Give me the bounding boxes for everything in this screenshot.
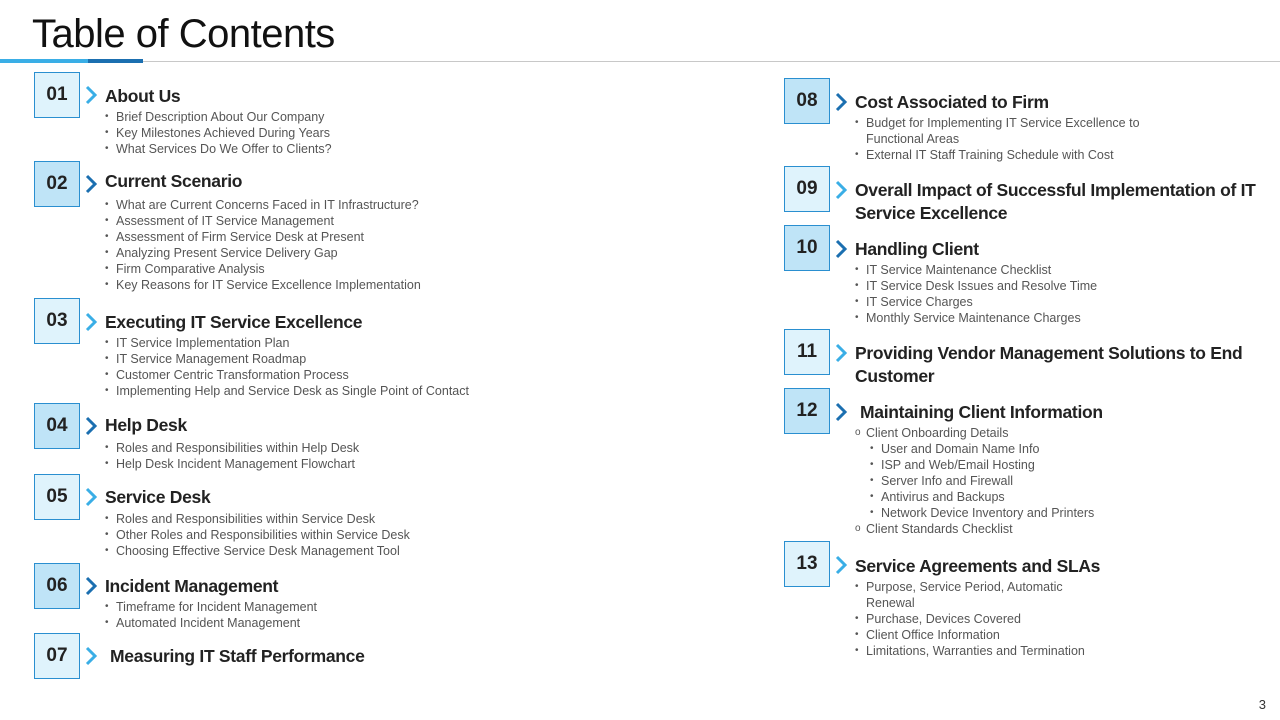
list-item: • Implementing Help and Service Desk as Single Point of Contact bbox=[105, 383, 469, 399]
section-number-03: 03 bbox=[34, 298, 80, 344]
list-item: • User and Domain Name Info bbox=[855, 441, 1094, 457]
list-item: • Analyzing Present Service Delivery Gap bbox=[105, 245, 421, 261]
section-heading-11-line2[interactable]: Customer bbox=[855, 366, 935, 386]
list-item: • Key Reasons for IT Service Excellence Implementation bbox=[105, 277, 421, 293]
section-heading-05[interactable]: Service Desk bbox=[105, 487, 211, 507]
list-item: • IT Service Charges bbox=[855, 294, 1097, 310]
list-item: • Assessment of IT Service Management bbox=[105, 213, 421, 229]
list-item: • ISP and Web/Email Hosting bbox=[855, 457, 1094, 473]
section-heading-03[interactable]: Executing IT Service Excellence bbox=[105, 312, 363, 332]
title-divider bbox=[0, 61, 1280, 62]
section-bullets-02 bbox=[105, 197, 421, 293]
section-heading-10[interactable]: Handling Client bbox=[855, 239, 979, 259]
list-item: Renewal bbox=[866, 596, 915, 610]
chevron-right-icon bbox=[834, 92, 848, 112]
section-bullets-13 bbox=[855, 579, 1085, 659]
list-item: • Customer Centric Transformation Process bbox=[105, 367, 469, 383]
list-item: • Other Roles and Responsibilities within Service Desk bbox=[105, 527, 410, 543]
list-item: • Budget for Implementing IT Service Excellence to bbox=[855, 115, 1140, 131]
section-heading-11[interactable]: Providing Vendor Management Solutions to End bbox=[855, 343, 1243, 363]
section-bullets-01 bbox=[105, 109, 332, 157]
list-item: Functional Areas bbox=[866, 132, 960, 146]
section-number-10: 10 bbox=[784, 225, 830, 271]
list-item: • Firm Comparative Analysis bbox=[105, 261, 421, 277]
chevron-right-icon bbox=[834, 402, 848, 422]
section-number-07: 07 bbox=[34, 633, 80, 679]
section-bullets-05 bbox=[105, 511, 410, 559]
list-item: • Purchase, Devices Covered bbox=[855, 611, 1085, 627]
list-item: • Server Info and Firewall bbox=[855, 473, 1094, 489]
section-bullets-08 bbox=[855, 115, 1140, 163]
list-item: • Antivirus and Backups bbox=[855, 489, 1094, 505]
chevron-right-icon bbox=[84, 416, 98, 436]
list-item: • Help Desk Incident Management Flowchart bbox=[105, 456, 359, 472]
list-item: • IT Service Management Roadmap bbox=[105, 351, 469, 367]
list-item: • Assessment of Firm Service Desk at Present bbox=[105, 229, 421, 245]
chevron-right-icon bbox=[84, 487, 98, 507]
list-item: • Purpose, Service Period, Automatic bbox=[855, 579, 1085, 595]
section-number-01: 01 bbox=[34, 72, 80, 118]
list-item: • Client Office Information bbox=[855, 627, 1085, 643]
list-item: • IT Service Implementation Plan bbox=[105, 335, 469, 351]
page-title: Table of Contents bbox=[32, 12, 335, 56]
list-item: • Roles and Responsibilities within Help Desk bbox=[105, 440, 359, 456]
section-heading-07[interactable]: Measuring IT Staff Performance bbox=[110, 646, 365, 666]
section-heading-09-line2[interactable]: Service Excellence bbox=[855, 203, 1008, 223]
list-item: • Roles and Responsibilities within Service Desk bbox=[105, 511, 410, 527]
list-item: • Network Device Inventory and Printers bbox=[855, 505, 1094, 521]
section-number-05: 05 bbox=[34, 474, 80, 520]
list-item: • Monthly Service Maintenance Charges bbox=[855, 310, 1097, 326]
chevron-right-icon bbox=[84, 576, 98, 596]
section-bullets-06 bbox=[105, 599, 317, 631]
section-number-11: 11 bbox=[784, 329, 830, 375]
section-bullets-12 bbox=[855, 425, 1094, 537]
list-item: • What are Current Concerns Faced in IT Infrastructure? bbox=[105, 197, 421, 213]
section-number-12: 12 bbox=[784, 388, 830, 434]
section-number-06: 06 bbox=[34, 563, 80, 609]
section-heading-12[interactable]: Maintaining Client Information bbox=[860, 402, 1103, 422]
section-number-09: 09 bbox=[784, 166, 830, 212]
section-bullets-04 bbox=[105, 440, 359, 472]
chevron-right-icon bbox=[834, 343, 848, 363]
section-heading-09[interactable]: Overall Impact of Successful Implementation of IT bbox=[855, 180, 1256, 200]
section-heading-08[interactable]: Cost Associated to Firm bbox=[855, 92, 1049, 112]
section-number-04: 04 bbox=[34, 403, 80, 449]
title-accent-dark bbox=[88, 59, 143, 63]
list-item: • Timeframe for Incident Management bbox=[105, 599, 317, 615]
section-heading-06[interactable]: Incident Management bbox=[105, 576, 279, 596]
section-bullets-03 bbox=[105, 335, 469, 399]
list-item: o Client Standards Checklist bbox=[855, 521, 1094, 537]
title-accent-light bbox=[0, 59, 88, 63]
chevron-right-icon bbox=[84, 174, 98, 194]
chevron-right-icon bbox=[834, 180, 848, 200]
list-item: • IT Service Desk Issues and Resolve Time bbox=[855, 278, 1097, 294]
section-heading-01[interactable]: About Us bbox=[105, 86, 181, 106]
list-item: • Automated Incident Management bbox=[105, 615, 317, 631]
list-item: • Choosing Effective Service Desk Management Tool bbox=[105, 543, 410, 559]
chevron-right-icon bbox=[84, 646, 98, 666]
list-item: • What Services Do We Offer to Clients? bbox=[105, 141, 332, 157]
section-heading-13[interactable]: Service Agreements and SLAs bbox=[855, 556, 1101, 576]
section-number-13: 13 bbox=[784, 541, 830, 587]
list-item: • External IT Staff Training Schedule with Cost bbox=[855, 147, 1140, 163]
list-item: o Client Onboarding Details bbox=[855, 425, 1094, 441]
chevron-right-icon bbox=[834, 239, 848, 259]
list-item: • Brief Description About Our Company bbox=[105, 109, 332, 125]
section-heading-04[interactable]: Help Desk bbox=[105, 415, 187, 435]
chevron-right-icon bbox=[84, 312, 98, 332]
list-item: • IT Service Maintenance Checklist bbox=[855, 262, 1097, 278]
list-item: • Key Milestones Achieved During Years bbox=[105, 125, 332, 141]
section-bullets-10 bbox=[855, 262, 1097, 326]
chevron-right-icon bbox=[834, 555, 848, 575]
chevron-right-icon bbox=[84, 85, 98, 105]
section-number-08: 08 bbox=[784, 78, 830, 124]
page-number: 3 bbox=[1258, 697, 1266, 712]
section-heading-02[interactable]: Current Scenario bbox=[105, 171, 243, 191]
list-item: • Limitations, Warranties and Termination bbox=[855, 643, 1085, 659]
section-number-02: 02 bbox=[34, 161, 80, 207]
